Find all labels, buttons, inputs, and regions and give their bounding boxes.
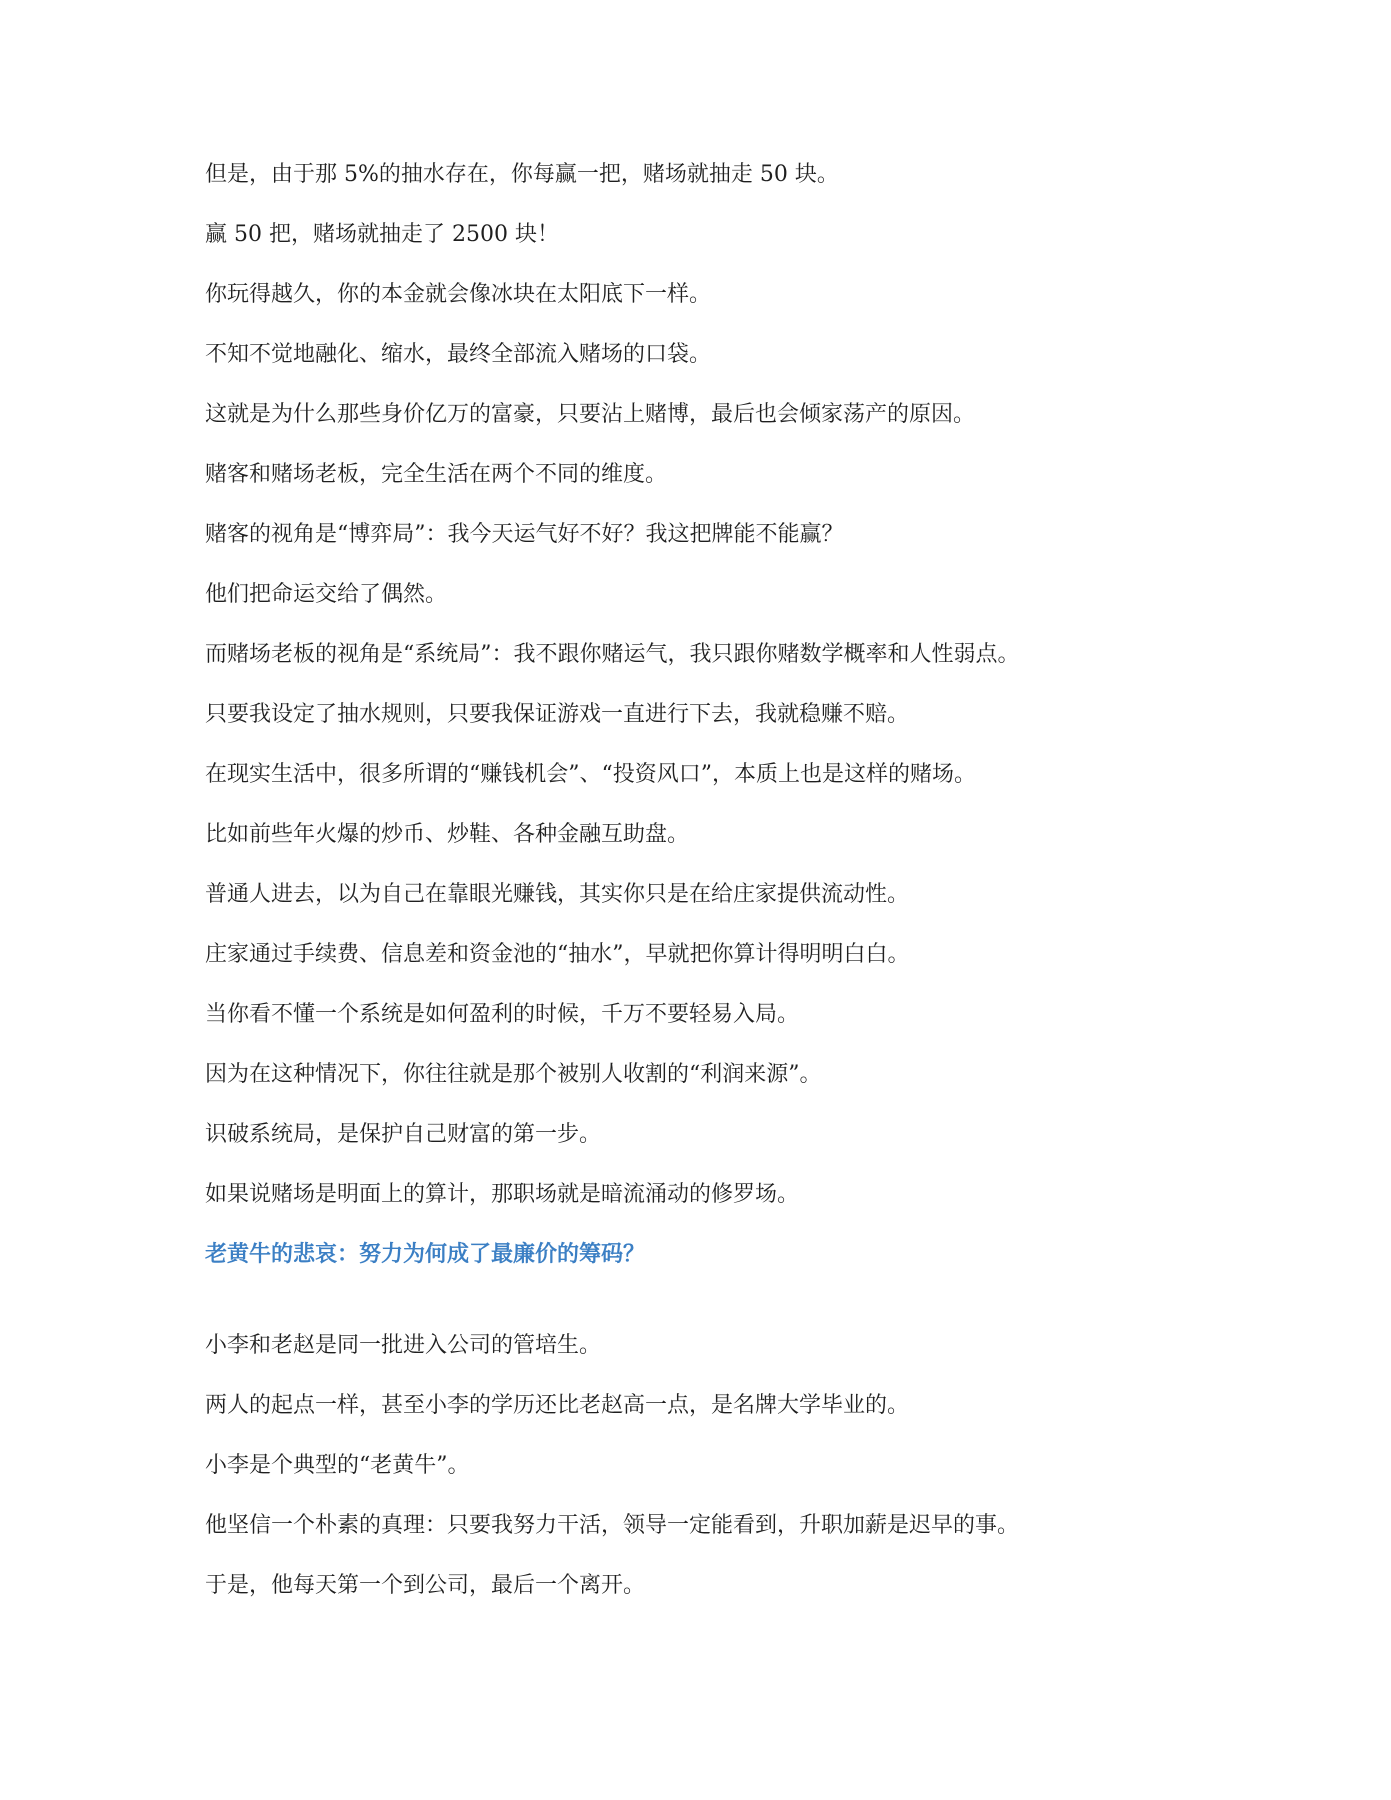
paragraph: 小李是个典型的“老黄牛”。 [205,1453,470,1478]
paragraph: 在现实生活中，很多所谓的“赚钱机会”、“投资风口”，本质上也是这样的赌场。 [205,762,976,787]
paragraph: 小李和老赵是同一批进入公司的管培生。 [205,1333,602,1358]
paragraph: 他们把命运交给了偶然。 [205,582,448,607]
paragraph: 只要我设定了抽水规则，只要我保证游戏一直进行下去，我就稳赚不赔。 [205,702,910,727]
paragraph: 而赌场老板的视角是“系统局”：我不跟你赌运气，我只跟你赌数学概率和人性弱点。 [205,642,1020,667]
paragraph: 普通人进去，以为自己在靠眼光赚钱，其实你只是在给庄家提供流动性。 [205,882,910,907]
paragraph: 如果说赌场是明面上的算计，那职场就是暗流涌动的修罗场。 [205,1182,800,1207]
paragraph: 因为在这种情况下，你往往就是那个被别人收割的“利润来源”。 [205,1062,822,1087]
paragraph: 于是，他每天第一个到公司，最后一个离开。 [205,1573,646,1598]
paragraph: 赢 50 把，赌场就抽走了 2500 块！ [205,222,559,247]
paragraph: 他坚信一个朴素的真理：只要我努力干活，领导一定能看到，升职加薪是迟早的事。 [205,1513,1020,1538]
paragraph: 不知不觉地融化、缩水，最终全部流入赌场的口袋。 [205,342,712,367]
paragraph: 两人的起点一样，甚至小李的学历还比老赵高一点，是名牌大学毕业的。 [205,1393,910,1418]
paragraph: 但是，由于那 5%的抽水存在，你每赢一把，赌场就抽走 50 块。 [205,162,839,187]
paragraph: 识破系统局，是保护自己财富的第一步。 [205,1122,602,1147]
section-casino [205,160,1205,1210]
paragraph: 赌客和赌场老板，完全生活在两个不同的维度。 [205,462,668,487]
paragraph: 比如前些年火爆的炒币、炒鞋、各种金融互助盘。 [205,822,690,847]
paragraph: 赌客的视角是“博弈局”：我今天运气好不好？我这把牌能不能赢？ [205,522,844,547]
document-body [205,160,1205,1601]
paragraph: 庄家通过手续费、信息差和资金池的“抽水”，早就把你算计得明明白白。 [205,942,910,967]
paragraph: 你玩得越久，你的本金就会像冰块在太阳底下一样。 [205,282,712,307]
paragraph: 当你看不懂一个系统是如何盈利的时候，千万不要轻易入局。 [205,1002,800,1027]
section-workplace [205,1331,1205,1601]
paragraph: 这就是为什么那些身价亿万的富豪，只要沾上赌博，最后也会倾家荡产的原因。 [205,402,976,427]
section-heading: 老黄牛的悲哀：努力为何成了最廉价的筹码？ [205,1242,646,1267]
